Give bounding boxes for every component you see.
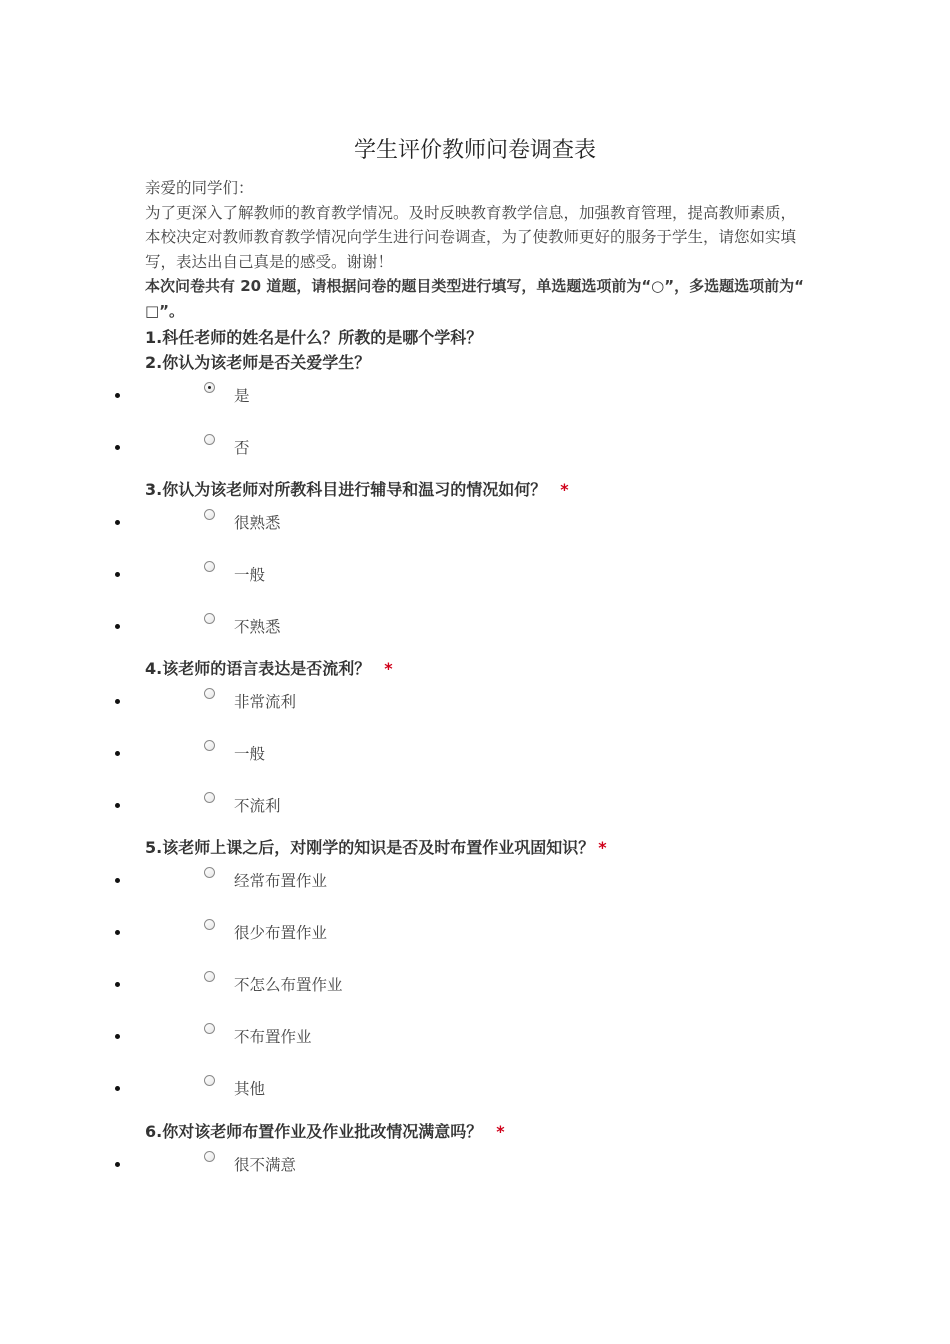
bullet-icon	[115, 803, 120, 808]
option-q3-3[interactable]	[0, 613, 950, 653]
question-text: 5.该老师上课之后，对刚学的知识是否及时布置作业巩固知识？	[145, 838, 595, 857]
radio-checked-icon[interactable]	[204, 382, 215, 393]
option-label: 一般	[234, 566, 266, 584]
intro-note: 本次问卷共有 20 道题，请根据问卷的题目类型进行填写，单选题选项前为“○”，多选题选项前为“ □”。	[145, 277, 804, 320]
option-q3-2[interactable]	[0, 561, 950, 601]
option-q4-2[interactable]	[0, 740, 950, 780]
bullet-icon	[115, 751, 120, 756]
option-q2-yes[interactable]	[0, 382, 950, 422]
option-q5-4[interactable]	[0, 1023, 950, 1063]
radio-icon[interactable]	[204, 1075, 215, 1086]
radio-icon[interactable]	[204, 919, 215, 930]
option-label: 一般	[234, 745, 266, 763]
bullet-icon	[115, 1162, 120, 1167]
option-q4-1[interactable]	[0, 688, 950, 728]
question-text: 1.科任老师的姓名是什么？所教的是哪个学科？	[145, 328, 483, 347]
bullet-icon	[115, 930, 120, 935]
required-mark: *	[496, 1122, 505, 1141]
option-label: 否	[234, 439, 250, 457]
option-label: 很少布置作业	[234, 924, 328, 942]
option-label: 不布置作业	[234, 1028, 312, 1046]
option-label: 其他	[234, 1080, 266, 1098]
radio-icon[interactable]	[204, 434, 215, 445]
question-text: 2.你认为该老师是否关爱学生？	[145, 353, 371, 372]
intro-greeting: 亲爱的同学们：	[145, 179, 254, 197]
question-5	[145, 835, 607, 858]
radio-icon[interactable]	[204, 1023, 215, 1034]
radio-icon[interactable]	[204, 740, 215, 751]
bullet-icon	[115, 393, 120, 398]
option-q4-3[interactable]	[0, 792, 950, 832]
question-1	[145, 325, 482, 348]
question-4	[145, 656, 393, 679]
option-q6-1[interactable]	[0, 1151, 950, 1191]
question-2	[145, 350, 370, 373]
bullet-icon	[115, 1034, 120, 1039]
bullet-icon	[115, 624, 120, 629]
option-label: 很不满意	[234, 1156, 297, 1174]
question-text: 6.你对该老师布置作业及作业批改情况满意吗？	[145, 1122, 483, 1141]
bullet-icon	[115, 445, 120, 450]
radio-icon[interactable]	[204, 867, 215, 878]
radio-icon[interactable]	[204, 688, 215, 699]
intro-body: 为了更深入了解教师的教育教学情况。及时反映教育教学信息，加强教育管理，提高教师素质，本校决定对教师教育教学情况向学生进行问卷调查，为了使教师更好的服务于学生，请您如实填写，表达出自己真是的感受。谢谢！	[145, 203, 797, 271]
option-q5-2[interactable]	[0, 919, 950, 959]
radio-icon[interactable]	[204, 561, 215, 572]
question-3	[145, 477, 569, 500]
option-label: 不流利	[234, 797, 281, 815]
radio-icon[interactable]	[204, 971, 215, 982]
bullet-icon	[115, 878, 120, 883]
page-title: 学生评价教师问卷调查表	[353, 138, 596, 163]
option-label: 很熟悉	[234, 514, 281, 532]
option-label: 不怎么布置作业	[234, 976, 343, 994]
radio-icon[interactable]	[204, 613, 215, 624]
bullet-icon	[115, 982, 120, 987]
bullet-icon	[115, 699, 120, 704]
option-label: 非常流利	[234, 693, 297, 711]
bullet-icon	[115, 572, 120, 577]
required-mark: *	[598, 838, 607, 857]
option-q5-5[interactable]	[0, 1075, 950, 1115]
option-q3-1[interactable]	[0, 509, 950, 549]
option-q5-3[interactable]	[0, 971, 950, 1011]
option-q2-no[interactable]	[0, 434, 950, 474]
question-text: 4.该老师的语言表达是否流利？	[145, 659, 371, 678]
required-mark: *	[560, 480, 569, 499]
option-label: 是	[234, 387, 250, 405]
bullet-icon	[115, 520, 120, 525]
option-label: 不熟悉	[234, 618, 281, 636]
radio-icon[interactable]	[204, 509, 215, 520]
radio-icon[interactable]	[204, 1151, 215, 1162]
question-6	[145, 1119, 505, 1142]
intro	[145, 176, 810, 323]
radio-icon[interactable]	[204, 792, 215, 803]
question-text: 3.你认为该老师对所教科目进行辅导和温习的情况如何？	[145, 480, 547, 499]
required-mark: *	[384, 659, 393, 678]
bullet-icon	[115, 1086, 120, 1091]
option-label: 经常布置作业	[234, 872, 328, 890]
option-q5-1[interactable]	[0, 867, 950, 907]
